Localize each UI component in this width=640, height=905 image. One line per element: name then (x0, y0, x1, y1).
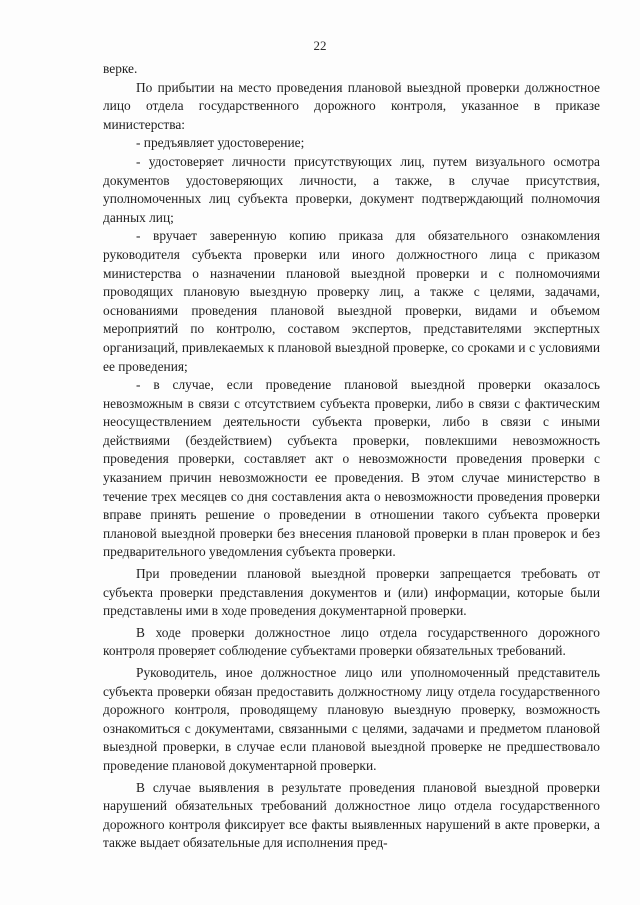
page-number: 22 (313, 38, 327, 53)
list-item-hand-over-order: - вручает заверенную копию приказа для обязательного ознакомления руководителя субъекта проверки или иного должностного лица с приказом министерства о назначении плановой выездной проверки и с полномочиями проводящих плановую выездную проверку лиц, а также с целями, задачами, основаниями проведения плановой выездной проверки, видами и объемом мероприятий по контролю, составом экспертов, представителями экспертных организаций, привлекаемых к плановой выездной проверке, со сроками и с условиями ее проведения; (103, 228, 600, 374)
document-body (103, 60, 600, 853)
list-item-verify-identities: - удостоверяет личности присутствующих лиц, путем визуального осмотра документов удостоверяющих личности, а также, в случае присутствия, уполномоченных лиц субъекта проверки, документ подтверждающий полномочия данных лиц; (103, 153, 600, 225)
paragraph-violations: В случае выявления в результате проведения плановой выездной проверки нарушений обязательных требований должностное лицо отдела государственного дорожного контроля фиксирует все факты выявленных нарушений в акте проверки, а также выдает обязательные для исполнения пред- (103, 779, 600, 851)
paragraph-arrival-intro: По прибытии на место проведения плановой выездной проверки должностное лицо отдела государственного дорожного контроля, указанное в приказе министерства: (103, 79, 600, 132)
paragraph-compliance-check: В ходе проверки должностное лицо отдела государственного дорожного контроля проверяет соблюдение субъектами проверки обязательных требований. (103, 624, 600, 659)
paragraph-prohibition: При проведении плановой выездной проверки запрещается требовать от субъекта проверки представления документов и (или) информации, которые были представлены ими в ходе проведения документарной проверки. (103, 566, 600, 619)
list-item-impossibility-act: - в случае, если проведение плановой выездной проверки оказалось невозможным в связи с отсутствием субъекта проверки, либо в связи с фактическим неосуществлением деятельности субъекта проверки, либо в связи с иными действиями (бездействием) субъекта проверки, повлекшими невозможность проведения проверки, составляет акт о невозможности проведения проверки с указанием причин невозможности ее проведения. В этом случае министерство в течение трех месяцев со дня составления акта о невозможности проведения проверки вправе принять решение о проведении в отношении такого субъекта проверки плановой выездной проверки без внесения плановой проверки в план проверок и без предварительного уведомления субъекта проверки. (103, 377, 600, 560)
paragraph-continuation: верке. (103, 61, 138, 76)
paragraph-head-obligation: Руководитель, иное должностное лицо или уполномоченный представитель субъекта проверки обязан предоставить должностному лицу отдела государственного дорожного контроля, проводящему плановую выездную проверку, возможность ознакомиться с документами, связанными с целями, задачами и предметом плановой выездной проверки, в случае если плановой выездной проверке не предшествовало проведение плановой документарной проверки. (103, 665, 600, 773)
list-item-present-id: - предъявляет удостоверение; (136, 135, 305, 151)
